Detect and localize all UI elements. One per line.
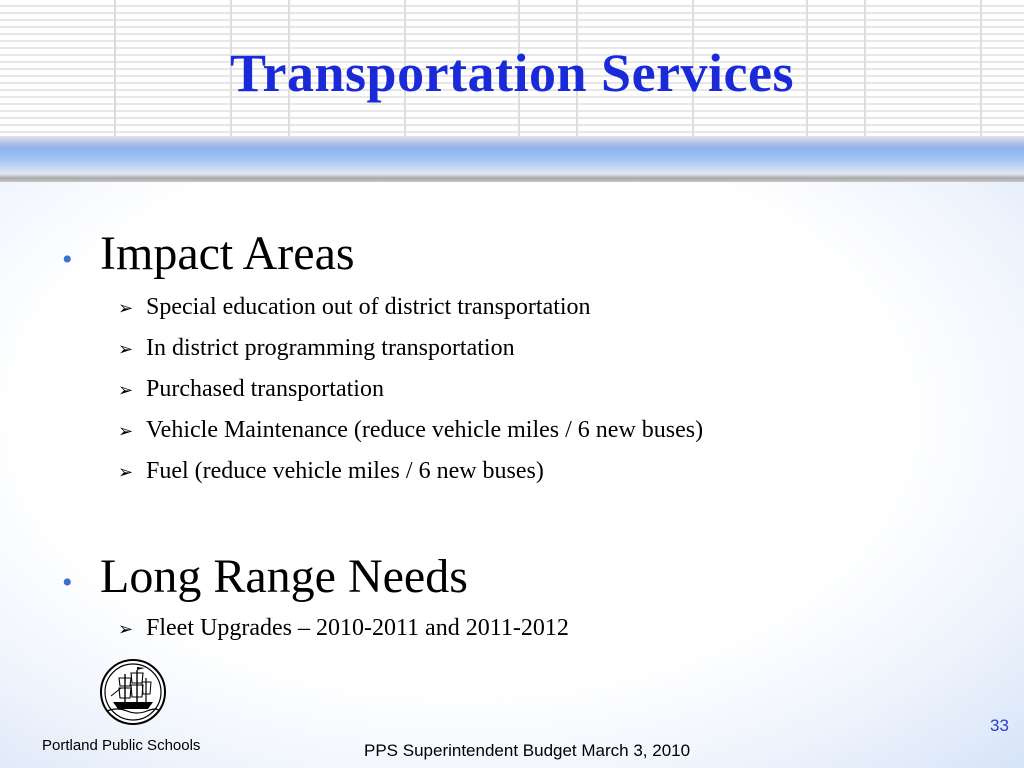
section-long-range-needs: [62, 549, 468, 604]
list-item: [118, 294, 591, 321]
arrow-bullet-icon: ➢: [118, 380, 134, 401]
pps-ship-logo-icon: [99, 658, 167, 726]
arrow-bullet-icon: ➢: [118, 339, 134, 360]
header-band: [0, 136, 1024, 182]
arrow-bullet-icon: ➢: [118, 421, 134, 442]
section-impact-areas: [62, 226, 355, 281]
bullet-dot: •: [62, 243, 73, 276]
bullet-dot: •: [62, 566, 73, 599]
list-item-text: Special education out of district transportation: [146, 294, 591, 320]
list-item: [118, 335, 515, 362]
footer-organization: Portland Public Schools: [42, 737, 201, 754]
list-item: [118, 376, 384, 403]
list-item-text: Fuel (reduce vehicle miles / 6 new buses): [146, 458, 544, 484]
list-item-text: Vehicle Maintenance (reduce vehicle miles / 6 new buses): [146, 417, 704, 443]
section-heading: Long Range Needs: [100, 550, 468, 603]
slide-title: Transportation Services: [230, 43, 794, 103]
footer-caption: PPS Superintendent Budget March 3, 2010: [364, 741, 691, 760]
list-item-text: In district programming transportation: [146, 335, 515, 361]
list-item: [118, 615, 569, 642]
arrow-bullet-icon: ➢: [118, 462, 134, 483]
arrow-bullet-icon: ➢: [118, 619, 134, 640]
page-number: 33: [990, 716, 1009, 735]
list-item: [118, 458, 544, 485]
list-item-text: Purchased transportation: [146, 376, 384, 402]
section-heading: Impact Areas: [100, 227, 355, 280]
list-item: [118, 417, 703, 444]
arrow-bullet-icon: ➢: [118, 298, 134, 319]
list-item-text: Fleet Upgrades – 2010-2011 and 2011-2012: [146, 615, 569, 641]
